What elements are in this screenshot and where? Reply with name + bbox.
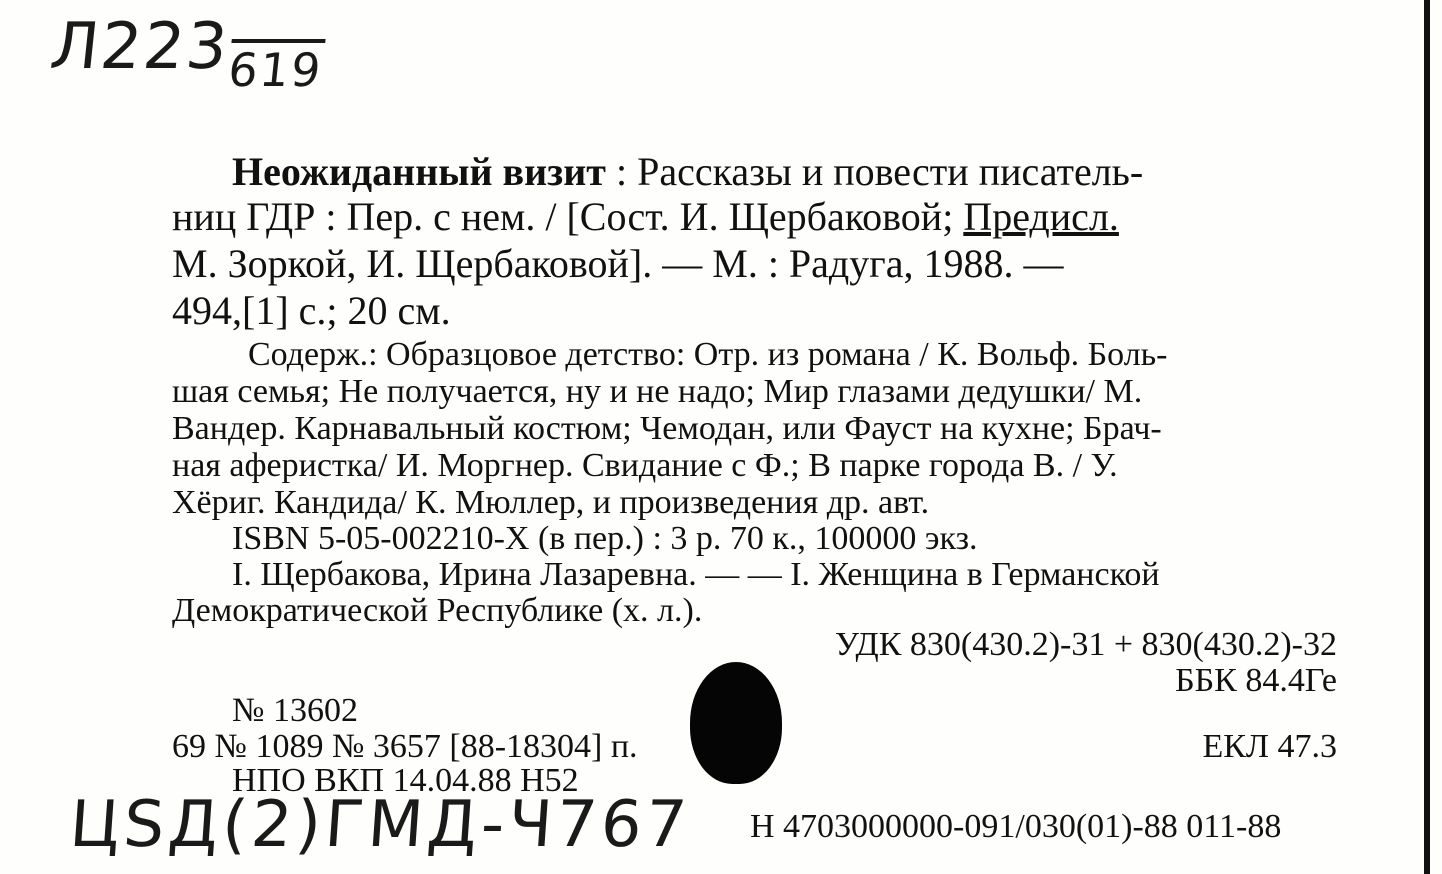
ekl-code: ЕКЛ 47.3 (1202, 728, 1337, 765)
contents-line: ная аферистка/ И. Моргнер. Свидание с Ф.; В парке города В. / У. (172, 447, 1118, 484)
title-line-3: М. Зоркой, И. Щербаковой]. — М. : Радуга, 1988. — (172, 241, 1064, 286)
book-title: Неожиданный визит (232, 149, 606, 194)
subject-line-2: Демократической Республике (х. л.). (172, 592, 703, 629)
udk-code: УДК 830(430.2)-31 + 830(430.2)-32 (834, 626, 1337, 663)
contents-line: Вандер. Карнавальный костюм; Чемодан, или Фауст на кухне; Брач- (172, 410, 1162, 447)
card-edge (1424, 0, 1430, 874)
title-rest: : Рассказы и повести писатель- (605, 149, 1144, 194)
punch-hole (690, 662, 782, 784)
title-line-1 (232, 148, 1143, 195)
contents-line: шая семья; Не получается, ну и не надо; Мир глазами дедушки/ М. (172, 373, 1143, 410)
contents-line: Содерж.: Образцовое детство: Отр. из романа / К. Вольф. Боль- (248, 336, 1168, 373)
handwritten-code: ЦSД(2)ГМД-Ч767 (67, 788, 693, 862)
call-number-main: Л223 (46, 10, 233, 84)
call-number-suffix: 619 (225, 43, 326, 97)
contents-line: Хёриг. Кандида/ К. Мюллер, и произведения др. авт. (172, 484, 930, 521)
title-line-2 (172, 193, 1119, 240)
handwritten-call-number (45, 10, 328, 97)
card-number: № 13602 (232, 692, 358, 729)
npo-line: НПО ВКП 14.04.88 Н52 (232, 762, 579, 799)
preface-underlined: Предисл. (963, 194, 1119, 239)
license-line: 69 № 1089 № 3657 [88-18304] п. (172, 728, 638, 765)
publisher-code: Н 4703000000-091/030(01)-88 011-88 (750, 808, 1282, 845)
title-line-4: 494,[1] с.; 20 см. (172, 288, 451, 333)
subject-line-1: I. Щербакова, Ирина Лазаревна. — — I. Женщина в Германской (232, 556, 1160, 593)
bbk-code: ББК 84.4Ге (1175, 662, 1337, 699)
isbn-line: ISBN 5-05-002210-X (в пер.) : 3 р. 70 к., 100000 экз. (232, 520, 978, 557)
translation-compiler: ниц ГДР : Пер. с нем. / [Сост. И. Щербаковой; (172, 194, 964, 239)
